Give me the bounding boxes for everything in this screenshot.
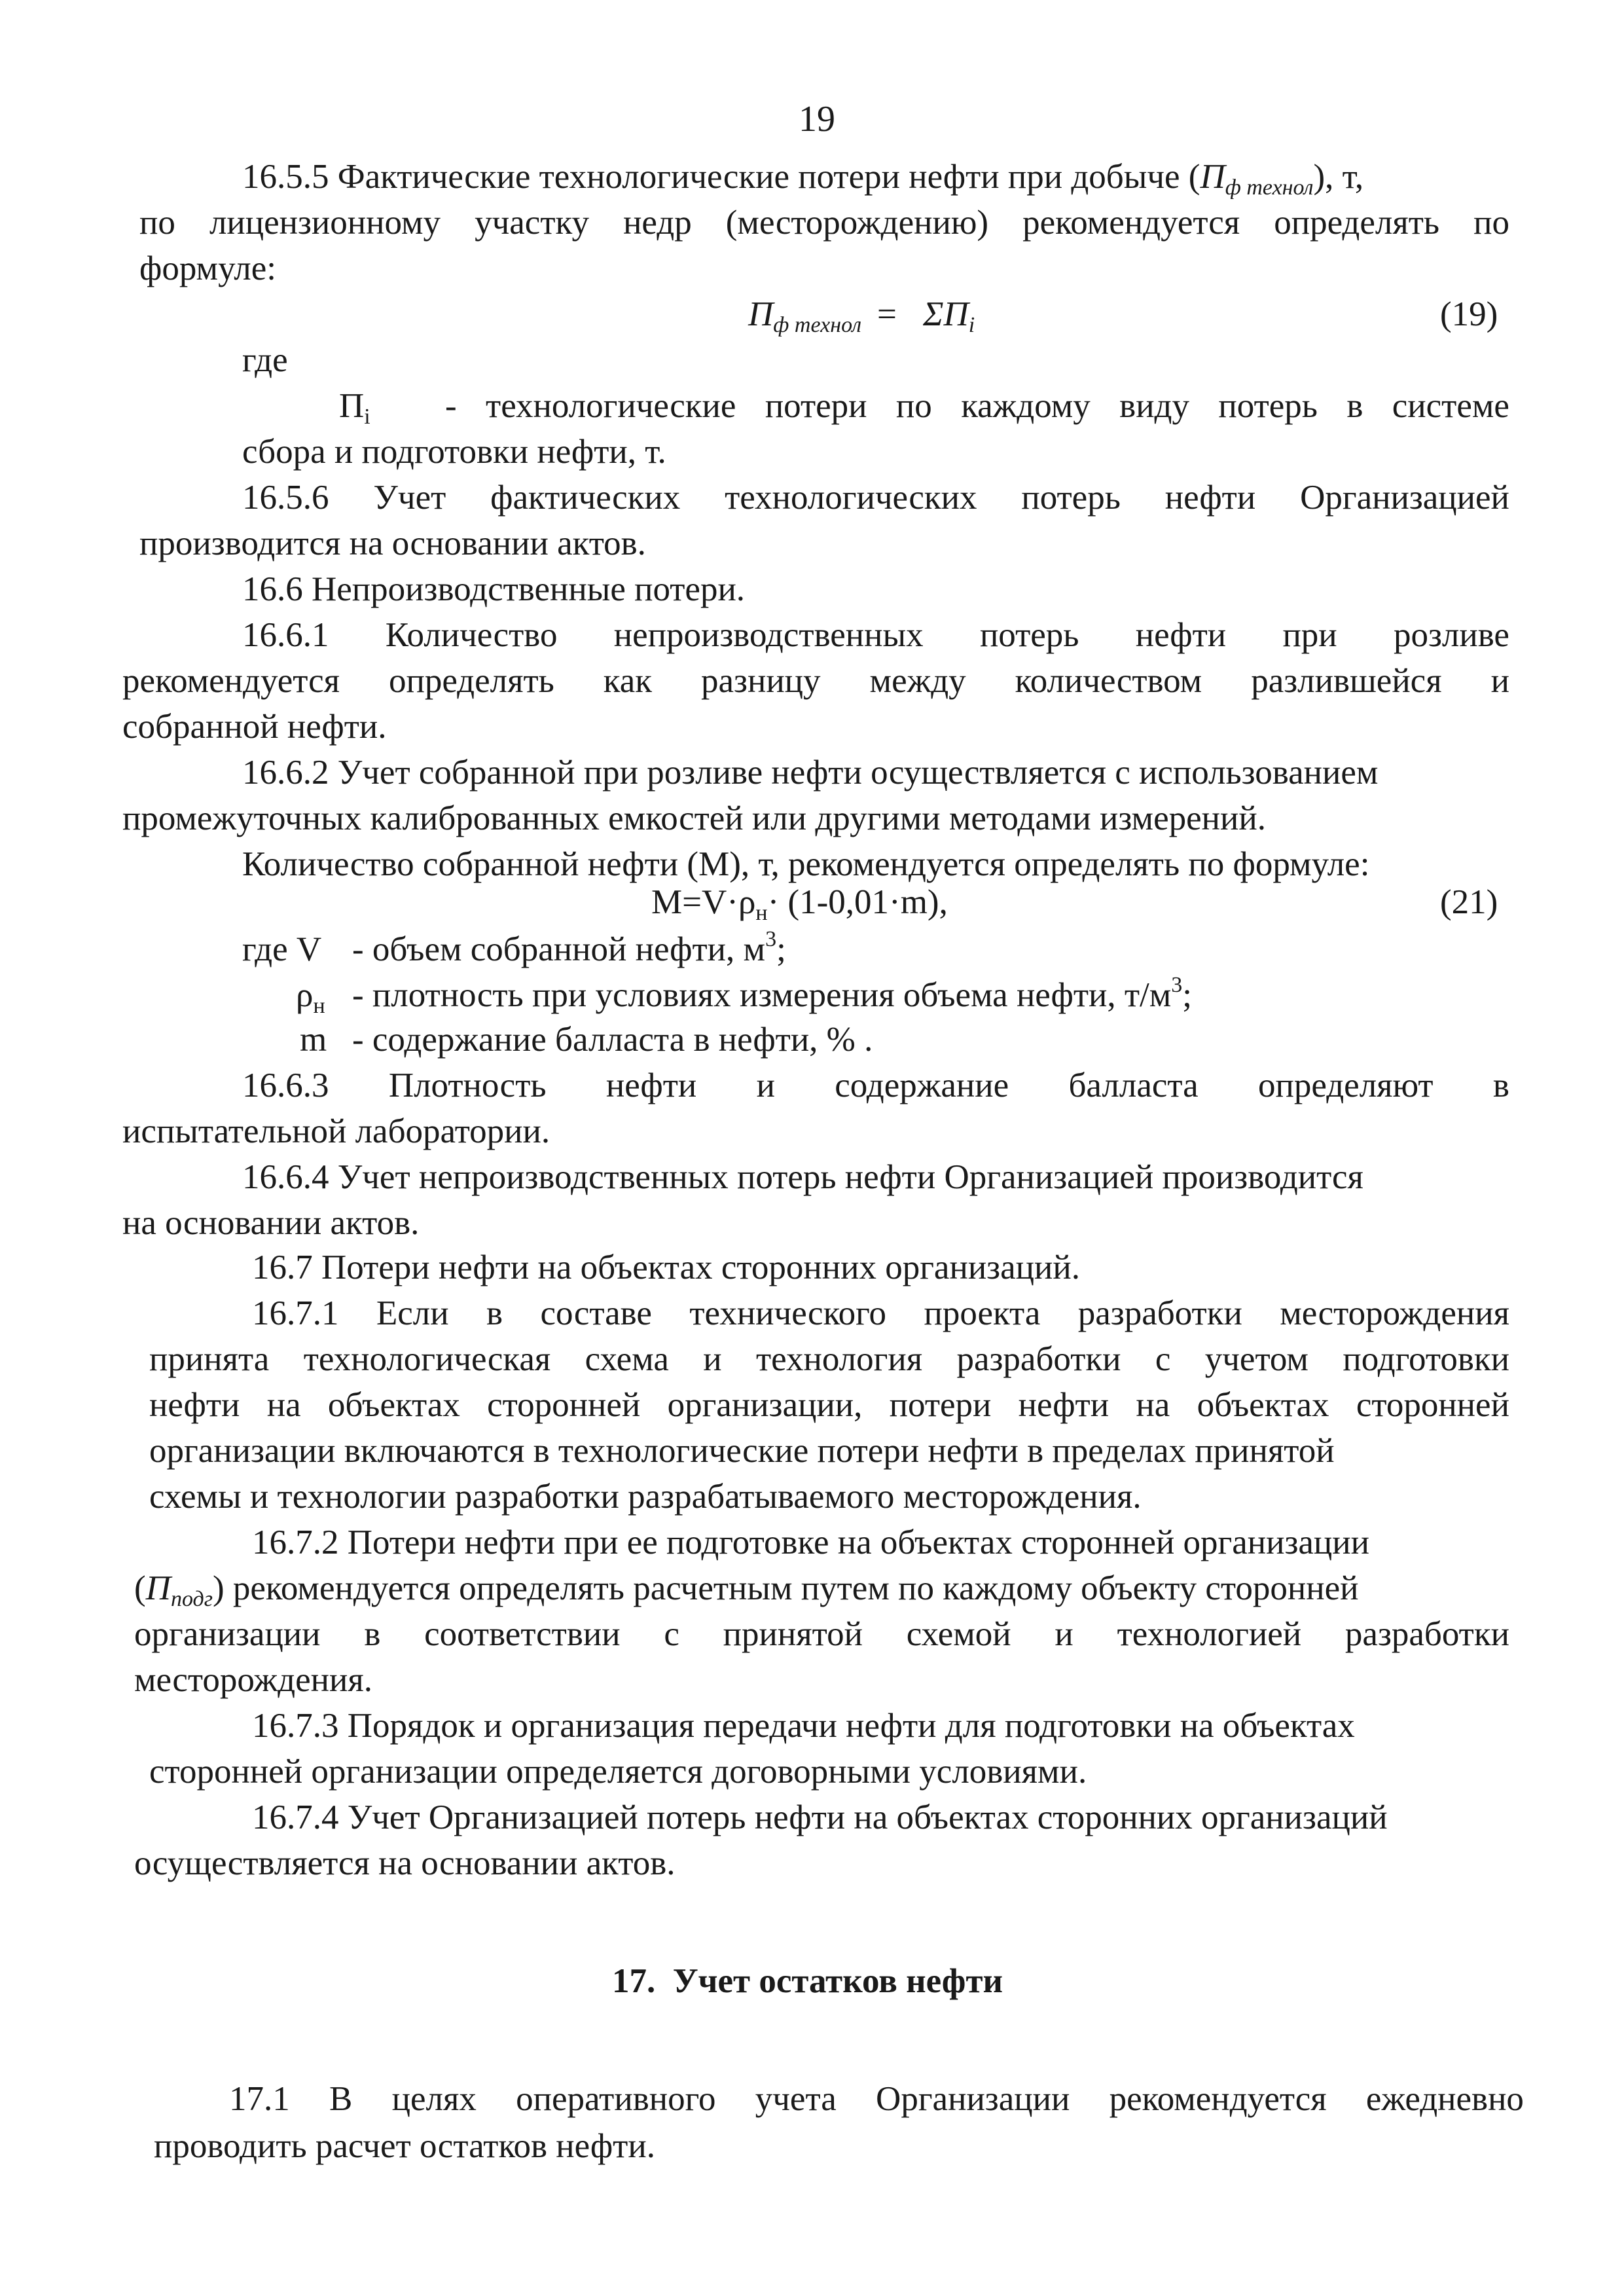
word: потерь [1218, 387, 1318, 425]
word: схемой [906, 1615, 1011, 1653]
text-line: 16.5.5 Фактические технологические потери нефти при добыче $(П_{ф технол})$, т, [242, 158, 1364, 200]
word: Количество [385, 616, 558, 654]
text-line: формуле: [139, 249, 276, 287]
word: с [664, 1615, 679, 1653]
word: в [1492, 1066, 1509, 1104]
where-v-desc: - объем собранной нефти, $м^3$; [352, 927, 786, 968]
word: непроизводственных [613, 616, 924, 654]
text-line: испытательной лаборатории. [122, 1112, 550, 1150]
word: определять [1274, 204, 1440, 242]
word: нефти [605, 1066, 697, 1104]
word: В [329, 2080, 353, 2118]
word: технологическая [303, 1340, 551, 1378]
word: разлившейся [1251, 662, 1442, 700]
word: технологией [1117, 1615, 1302, 1653]
word: целях [391, 2080, 477, 2118]
word: на [1136, 1386, 1170, 1424]
word: количеством [1015, 662, 1202, 700]
word: - [445, 387, 457, 425]
word: технологических [725, 479, 977, 517]
formula-equals: = [877, 295, 897, 333]
word: Организации [876, 2080, 1070, 2118]
word: месторождения [1280, 1294, 1509, 1332]
word: нефти [149, 1386, 240, 1424]
word: технологические [486, 387, 736, 425]
word: системе [1392, 387, 1509, 425]
text-line [229, 2078, 1524, 2120]
word: технология [756, 1340, 923, 1378]
word: потери [765, 387, 867, 425]
word: с [1155, 1340, 1171, 1378]
paragraph-16-6: 16.6 Непроизводственные потери. [242, 570, 746, 608]
word: лицензионному [209, 204, 441, 242]
where-label: где [242, 341, 288, 379]
word: рекомендуется [122, 662, 340, 700]
word: схема [585, 1340, 669, 1378]
word: между [869, 662, 966, 700]
word: разработки [1344, 1615, 1509, 1653]
word: и [756, 1066, 775, 1104]
word: потерь [979, 616, 1079, 654]
text-line: 16.7.2 Потери нефти при ее подготовке на объектах сторонней организации [252, 1523, 1369, 1561]
text-line: месторождения. [134, 1661, 373, 1699]
word: рекомендуется [1022, 204, 1240, 242]
word: на [266, 1386, 301, 1424]
text-line: $(П_{подг})$ рекомендуется определять расчетным путем по каждому объекту сторонней [134, 1569, 1359, 1611]
page-number: 19 [799, 99, 835, 139]
text-line: 16.7.3 Порядок и организация передачи нефти для подготовки на объектах [252, 1707, 1355, 1745]
word: определяют [1258, 1066, 1434, 1104]
text-line: Количество собранной нефти (М), т, рекомендуется определять по формуле: [242, 845, 1370, 883]
word: и [1490, 662, 1509, 700]
word: объектах [327, 1386, 460, 1424]
text-line: промежуточных калиброванных емкостей или другими методами измерений. [122, 799, 1266, 837]
word: 17.1 [229, 2080, 290, 2118]
word: технического [689, 1294, 887, 1332]
word: потери [889, 1386, 992, 1424]
section-heading-17: 17. Учет остатков нефти [612, 1962, 1003, 2000]
word: и [1055, 1615, 1074, 1653]
word: каждому [961, 387, 1091, 425]
text-line: сбора и подготовки нефти, т. [242, 433, 666, 471]
word: 16.5.6 [242, 479, 329, 517]
formula-rhs: $\Sigma П_i$ [923, 295, 975, 337]
word: фактических [490, 479, 681, 517]
formula-body: $M=V\cdot\rho_н\cdot (1-0,01\cdot m)$, [651, 883, 948, 925]
word: подготовки [1343, 1340, 1509, 1378]
word: учетом [1204, 1340, 1308, 1378]
word: потерь [1021, 479, 1121, 517]
text-line [242, 614, 1509, 656]
text-line: 16.7.4 Учет Организацией потерь нефти на объектах сторонних организаций [252, 1798, 1388, 1836]
text-line [134, 1613, 1509, 1655]
word: розливе [1393, 616, 1509, 654]
text-line: проводить расчет остатков нефти. [154, 2127, 655, 2165]
word: сторонней [487, 1386, 641, 1424]
word: 16.6.3 [242, 1066, 329, 1104]
where-v-label: где V [242, 930, 322, 968]
text-line [242, 1065, 1509, 1106]
formula-lhs: $П_{ф технол}$ [748, 295, 862, 337]
word: Организацией [1300, 479, 1509, 517]
text-line: осуществляется на основании актов. [134, 1844, 676, 1882]
text-line: производится на основании актов. [139, 524, 646, 562]
word: Если [376, 1294, 449, 1332]
text-line: схемы и технологии разработки разрабатываемого месторождения. [149, 1478, 1142, 1516]
text-line: собранной нефти. [122, 708, 387, 746]
word: (месторождению) [725, 204, 989, 242]
text-line [139, 202, 1509, 244]
word: ежедневно [1365, 2080, 1524, 2118]
text-line: организации включаются в технологические потери нефти в пределах принятой [149, 1432, 1335, 1470]
where-m-desc: - содержание балласта в нефти, % . [352, 1021, 873, 1059]
word: содержание [835, 1066, 1009, 1104]
word: в [486, 1294, 503, 1332]
formula-number: (19) [1440, 295, 1498, 333]
where-m-label: m [300, 1021, 327, 1059]
word: как [603, 662, 653, 700]
text-line: сторонней организации определяется договорными условиями. [149, 1753, 1087, 1791]
word: разработки [1077, 1294, 1242, 1332]
word: виду [1119, 387, 1190, 425]
word: по [895, 387, 932, 425]
paragraph-16-7: 16.7 Потери нефти на объектах сторонних организаций. [252, 1248, 1080, 1286]
text-line [149, 1338, 1509, 1380]
word: 16.6.1 [242, 616, 329, 654]
word: нефти [1164, 479, 1256, 517]
word: определять [388, 662, 554, 700]
word: нефти [1018, 1386, 1110, 1424]
word: недр [623, 204, 692, 242]
word: учета [755, 2080, 837, 2118]
word: сторонней [1356, 1386, 1509, 1424]
word: по [1473, 204, 1509, 242]
text-line [149, 1384, 1509, 1426]
word: соответствии [424, 1615, 621, 1653]
word: в [364, 1615, 381, 1653]
word: разницу [701, 662, 821, 700]
text-line [122, 660, 1509, 702]
text-line [242, 477, 1509, 519]
text-line: 16.6.2 Учет собранной при розливе нефти осуществляется с использованием [242, 754, 1379, 792]
word: составе [540, 1294, 652, 1332]
where-rho-label: $\rho_н$ [296, 976, 325, 1018]
word: при [1282, 616, 1337, 654]
word: 16.7.1 [252, 1294, 339, 1332]
word: Плотность [388, 1066, 547, 1104]
text-line [445, 385, 1509, 427]
word: по [139, 204, 175, 242]
word: рекомендуется [1109, 2080, 1327, 2118]
word: в [1346, 387, 1363, 425]
text-line: на основании актов. [122, 1204, 420, 1242]
word: объектах [1197, 1386, 1329, 1424]
word: разработки [956, 1340, 1121, 1378]
text-line [252, 1292, 1509, 1334]
word: принята [149, 1340, 270, 1378]
word: оперативного [516, 2080, 716, 2118]
text-line: 16.6.4 Учет непроизводственных потерь нефти Организацией производится [242, 1158, 1363, 1196]
word: проекта [924, 1294, 1041, 1332]
word: Учет [373, 479, 446, 517]
symbol-pi: $П_i$ [339, 387, 370, 429]
word: принятой [723, 1615, 863, 1653]
word: и [703, 1340, 722, 1378]
word: организации [134, 1615, 321, 1653]
formula-number: (21) [1440, 883, 1498, 921]
word: балласта [1068, 1066, 1199, 1104]
word: участку [475, 204, 589, 242]
word: организации, [667, 1386, 863, 1424]
where-rho-desc: - плотность при условиях измерения объема нефти, $т/м^3$; [352, 973, 1193, 1014]
word: нефти [1135, 616, 1227, 654]
